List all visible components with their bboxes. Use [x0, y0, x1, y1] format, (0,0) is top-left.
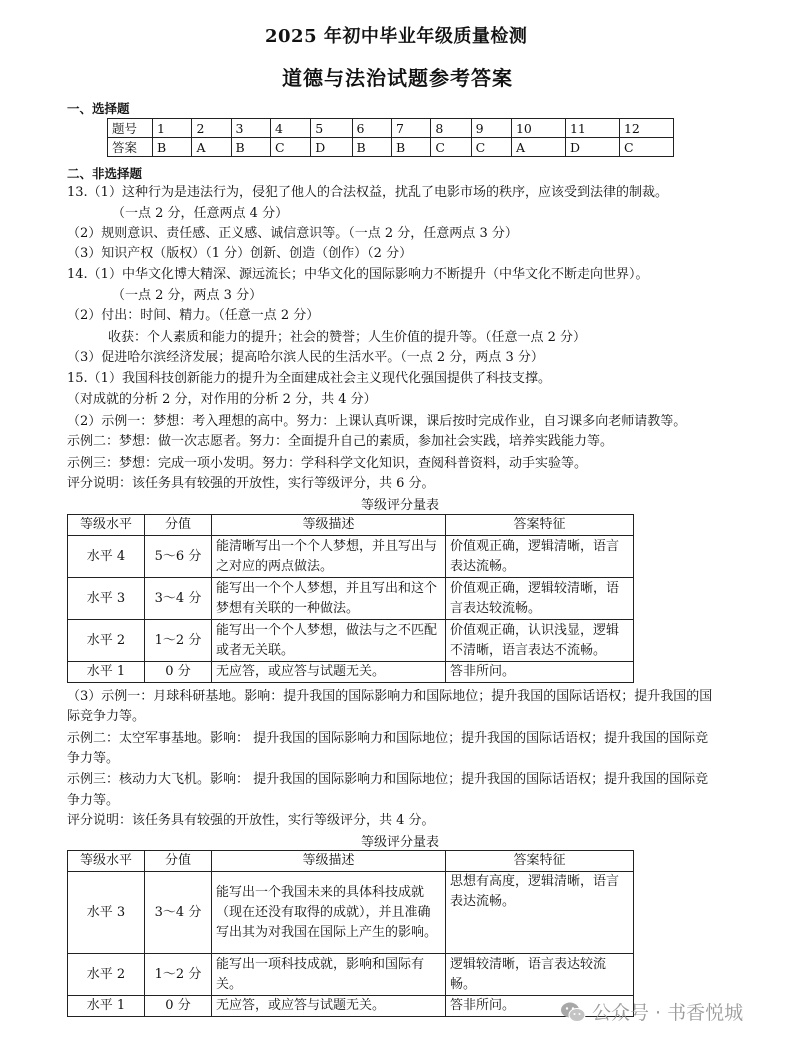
- feature-cell: 逻辑较清晰，语言表达较流畅。: [446, 954, 634, 996]
- level-cell: 水平 2: [68, 620, 145, 662]
- answer-line: （3）知识产权（版权）（1 分）创新、创造（创作）（2 分）: [67, 246, 413, 261]
- exam-title: 2025 年初中毕业年级质量检测: [265, 26, 528, 47]
- description-cell: 无应答，或应答与试题无关。: [212, 996, 446, 1017]
- score-cell: 0 分: [145, 996, 212, 1017]
- answer-letter: C: [619, 138, 673, 157]
- description-cell: 能写出一个个人梦想，并且写出和这个梦想有关联的一种做法。: [212, 578, 446, 620]
- question-number: 12: [619, 119, 673, 138]
- table-row: [68, 872, 634, 954]
- level-cell: 水平 2: [68, 954, 145, 996]
- section-choice-title: 一、选择题: [67, 101, 130, 116]
- table-row: [68, 954, 634, 996]
- answer-letter: C: [431, 138, 471, 157]
- row-label-answer: 答案: [108, 138, 153, 157]
- section-nonchoice-title: 二、非选择题: [67, 166, 143, 181]
- answer-letter: D: [311, 138, 352, 157]
- header-feature: 答案特征: [446, 851, 634, 872]
- answer-key-title: 道德与法治试题参考答案: [282, 66, 513, 90]
- answer-letter: B: [231, 138, 270, 157]
- header-level: 等级水平: [68, 851, 145, 872]
- table-row: [68, 536, 634, 578]
- answer-line: 示例二：梦想：做一次志愿者。努力：全面提升自己的素质，参加社会实践，培养实践能力等。: [67, 434, 614, 449]
- feature-cell: 答非所问。: [446, 996, 634, 1017]
- choice-answer-table: [107, 118, 674, 157]
- level-cell: 水平 3: [68, 872, 145, 954]
- header-level: 等级水平: [68, 515, 145, 536]
- answer-line: （2）示例一：梦想：考入理想的高中。努力：上课认真听课，课后按时完成作业，自习课多向老师请教等。: [67, 414, 687, 429]
- description-cell: 能写出一项科技成就，影响和国际有关。: [212, 954, 446, 996]
- answer-line: 评分说明：该任务具有较强的开放性，实行等级评分，共 4 分。: [67, 813, 435, 828]
- table-row: [68, 578, 634, 620]
- answer-letter: A: [511, 138, 565, 157]
- answer-line: 争力等。: [67, 793, 120, 808]
- rubric-table-2: [67, 850, 634, 1017]
- question-number: 2: [192, 119, 231, 138]
- description-cell: 能写出一个我国未来的具体科技成就（现在还没有取得的成就），并且准确写出其为对我国在国际上产生的影响。: [212, 872, 446, 954]
- watermark: [560, 998, 743, 1025]
- description-cell: 无应答，或应答与试题无关。: [212, 662, 446, 683]
- feature-cell: 思想有高度，逻辑清晰，语言表达流畅。: [446, 872, 634, 954]
- answer-line: （2）规则意识、责任感、正义感、诚信意识等。（一点 2 分，任意两点 3 分）: [67, 226, 518, 241]
- level-cell: 水平 1: [68, 996, 145, 1017]
- level-cell: 水平 3: [68, 578, 145, 620]
- description-cell: 能清晰写出一个个人梦想，并且写出与之对应的两点做法。: [212, 536, 446, 578]
- answer-letter: B: [391, 138, 430, 157]
- level-cell: 水平 1: [68, 662, 145, 683]
- answer-line: （一点 2 分，任意两点 4 分）: [112, 206, 289, 221]
- answer-line: （3）促进哈尔滨经济发展；提高哈尔滨人民的生活水平。（一点 2 分，两点 3 分）: [67, 350, 544, 365]
- answer-line: （一点 2 分，两点 3 分）: [112, 288, 263, 303]
- answer-line: 示例三：梦想：完成一项小发明。努力：学科科学文化知识，查阅科普资料，动手实验等。: [67, 456, 588, 471]
- score-cell: 1～2 分: [145, 954, 212, 996]
- answer-line: 争力等。: [67, 751, 120, 766]
- header-score: 分值: [145, 851, 212, 872]
- answer-letter: C: [471, 138, 511, 157]
- feature-cell: 价值观正确，认识浅显，逻辑不清晰，语言表达不流畅。: [446, 620, 634, 662]
- header-feature: 答案特征: [446, 515, 634, 536]
- question-number: 5: [311, 119, 352, 138]
- answer-line: 示例三：核动力大飞机。影响： 提升我国的国际影响力和国际地位；提升我国的国际话语权；提升我国的国际竞: [67, 772, 709, 787]
- score-cell: 3～4 分: [145, 578, 212, 620]
- table-header-row: [68, 515, 634, 536]
- table-row: [68, 996, 634, 1017]
- score-cell: 0 分: [145, 662, 212, 683]
- header-description: 等级描述: [212, 851, 446, 872]
- question-number: 4: [270, 119, 310, 138]
- answer-line: 14.（1）中华文化博大精深、源远流长；中华文化的国际影响力不断提升（中华文化不断走向世界）。: [67, 267, 649, 282]
- answer-line: （对成就的分析 2 分，对作用的分析 2 分，共 4 分）: [67, 392, 377, 407]
- watermark-text: 公众号 · 书香悦城: [592, 1002, 744, 1024]
- answer-line: 示例二：太空军事基地。影响： 提升我国的国际影响力和国际地位；提升我国的国际话语权；提升我国的国际竞: [67, 731, 709, 746]
- answer-line: （3）示例一：月球科研基地。影响：提升我国的国际影响力和国际地位；提升我国的国际话语权；提升我国的国: [67, 689, 713, 704]
- table-header-row: [68, 851, 634, 872]
- row-label-question: 题号: [108, 119, 153, 138]
- level-cell: 水平 4: [68, 536, 145, 578]
- answer-letter: D: [565, 138, 619, 157]
- question-number: 9: [471, 119, 511, 138]
- answer-letter: A: [192, 138, 231, 157]
- table-row: [68, 662, 634, 683]
- wechat-icon: [560, 1001, 586, 1023]
- question-number: 10: [511, 119, 565, 138]
- table-row: [108, 119, 674, 138]
- question-number: 1: [153, 119, 192, 138]
- answer-line: 收获：个人素质和能力的提升；社会的赞誉；人生价值的提升等。（任意一点 2 分）: [108, 330, 587, 345]
- answer-line: 评分说明：该任务具有较强的开放性，实行等级评分，共 6 分。: [67, 476, 435, 491]
- header-score: 分值: [145, 515, 212, 536]
- answer-letter: B: [352, 138, 391, 157]
- question-number: 8: [431, 119, 471, 138]
- answer-line: （2）付出：时间、精力。（任意一点 2 分）: [67, 308, 320, 323]
- answer-line: 际竞争力等。: [67, 709, 146, 724]
- question-number: 11: [565, 119, 619, 138]
- header-description: 等级描述: [212, 515, 446, 536]
- table-row: [108, 138, 674, 157]
- answer-line: 15.（1）我国科技创新能力的提升为全面建成社会主义现代化强国提供了科技支撑。: [67, 371, 551, 386]
- answer-letter: C: [270, 138, 310, 157]
- feature-cell: 价值观正确，逻辑较清晰，语言表达较流畅。: [446, 578, 634, 620]
- score-cell: 5～6 分: [145, 536, 212, 578]
- score-cell: 3～4 分: [145, 872, 212, 954]
- question-number: 6: [352, 119, 391, 138]
- answer-line: 13.（1）这种行为是违法行为，侵犯了他人的合法权益，扰乱了电影市场的秩序，应该受到法律的制裁。: [67, 185, 668, 200]
- question-number: 3: [231, 119, 270, 138]
- rubric-caption: 等级评分量表: [360, 498, 439, 513]
- question-number: 7: [391, 119, 430, 138]
- rubric-caption: 等级评分量表: [360, 835, 439, 850]
- description-cell: 能写出一个个人梦想，做法与之不匹配或者无关联。: [212, 620, 446, 662]
- score-cell: 1～2 分: [145, 620, 212, 662]
- feature-cell: 价值观正确，逻辑清晰，语言表达流畅。: [446, 536, 634, 578]
- answer-letter: B: [153, 138, 192, 157]
- rubric-table-1: [67, 514, 634, 683]
- table-row: [68, 620, 634, 662]
- feature-cell: 答非所问。: [446, 662, 634, 683]
